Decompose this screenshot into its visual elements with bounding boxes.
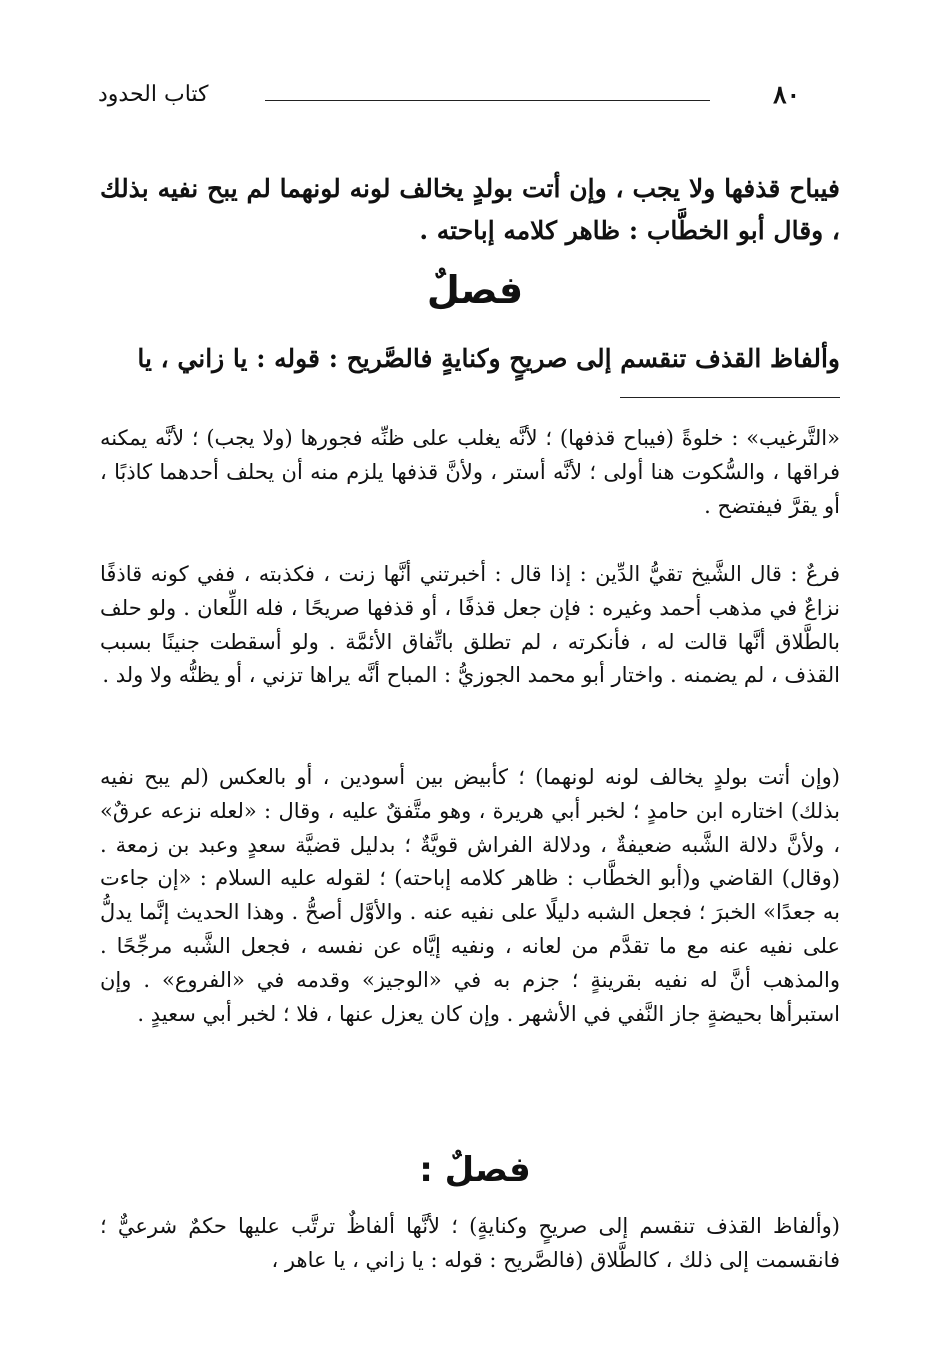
commentary-paragraph-3: (وإن أتت بولدٍ يخالف لونه لونهما) ؛ كأبيض بين أسودين ، أو بالعكس (لم يبح نفيه بذلك) اختاره ابن حامدٍ ؛ لخبر أبي هريرة ، وهو متَّفقٌ عليه ، وقال : «لعله نزعه عرقٌ» ، ولأنَّ دلالة الشَّبه ضعيفةٌ ، ودلالة الفراش قويَّةٌ ؛ بدليل قضيَّة سعدٍ وعبد بن زمعة . (وقال) القاضي و(أبو الخطَّاب : ظاهر كلامه إباحته) ؛ لقوله عليه السلام : «إن جاءت به جعدًا» الخبرَ ؛ فجعل الشبه دليلًا على نفيه عنه . والأوَّل أصحُّ . وهذا الحديث إنَّما يدلُّ على نفيه عنه مع ما تقدَّم من لعانه ، ونفيه إيَّاه عن نفسه ، فجعل الشَّبه مرجِّحًا . والمذهب أنَّ له نفيه بقرينةٍ ؛ جزم به في «الوجيز» وقدمه في «الفروع» . وإن استبرأها بحيضةٍ جاز النَّفي في الأشهر . وإن كان يعزل عنها ، فلا ؛ لخبر أبي سعيدٍ . <box>100 765 840 1026</box>
commentary-paragraph-4: (وألفاظ القذف تنقسم إلى صريحٍ وكنايةٍ) ؛ لأنَّها ألفاظٌ ترتَّب عليها حكمٌ شرعيٌّ ؛ فانقسمت إلى ذلك ، كالطَّلاق (فالصَّريح : قوله : يا زاني ، يا عاهر ، <box>100 1214 840 1272</box>
commentary-paragraph-1: «التَّرغيب» : خلوةً (فيباح قذفها) ؛ لأنَّه يغلب على ظنِّه فجورها (ولا يجب) ؛ لأنَّه يمكنه فراقها ، والسُّكوت هنا أولى ؛ لأنَّه أستر ، ولأنَّ قذفها يلزم منه أن يحلف أحدهما كاذبًا ، أو يقرَّ فيفتضح . <box>100 426 840 518</box>
book-title: كتاب الحدود <box>98 82 209 107</box>
matn-paragraph-2: وألفاظ القذف تنقسم إلى صريحٍ وكنايةٍ فالصَّريح : قوله : يا زاني ، يا <box>137 344 840 373</box>
header-rule <box>265 100 710 101</box>
commentary-section-heading: فصلٌ : <box>419 1150 531 1190</box>
matn-paragraph-1: فيباح قذفها ولا يجب ، وإن أتت بولدٍ يخالف لونه لونهما لم يبح نفيه بذلك ، وقال أبو الخطَّاب : ظاهر كلامه إباحته . <box>100 174 840 245</box>
commentary-paragraph-2: فرعٌ : قال الشَّيخ تقيُّ الدِّين : إذا قال : أخبرتني أنَّها زنت ، فكذبته ، ففي كونه قاذفًا نزاعٌ في مذهب أحمد وغيره : فإن جعل قذفًا ، أو قذفها صريحًا ، فله اللِّعان . ولو حلف بالطَّلاق أنَّها قالت له ، فأنكرته ، لم تطلق باتِّفاق الأئمَّة . ولو أسقطت جنينًا بسبب القذف ، لم يضمنه . واختار أبو محمد الجوزيُّ : المباح أنَّه يراها تزني ، أو يظنُّه ولا ولد . <box>100 562 840 688</box>
footnote-divider <box>620 397 840 398</box>
page-number: ٨٠ <box>773 80 800 109</box>
section-heading: فصلٌ <box>426 268 524 312</box>
